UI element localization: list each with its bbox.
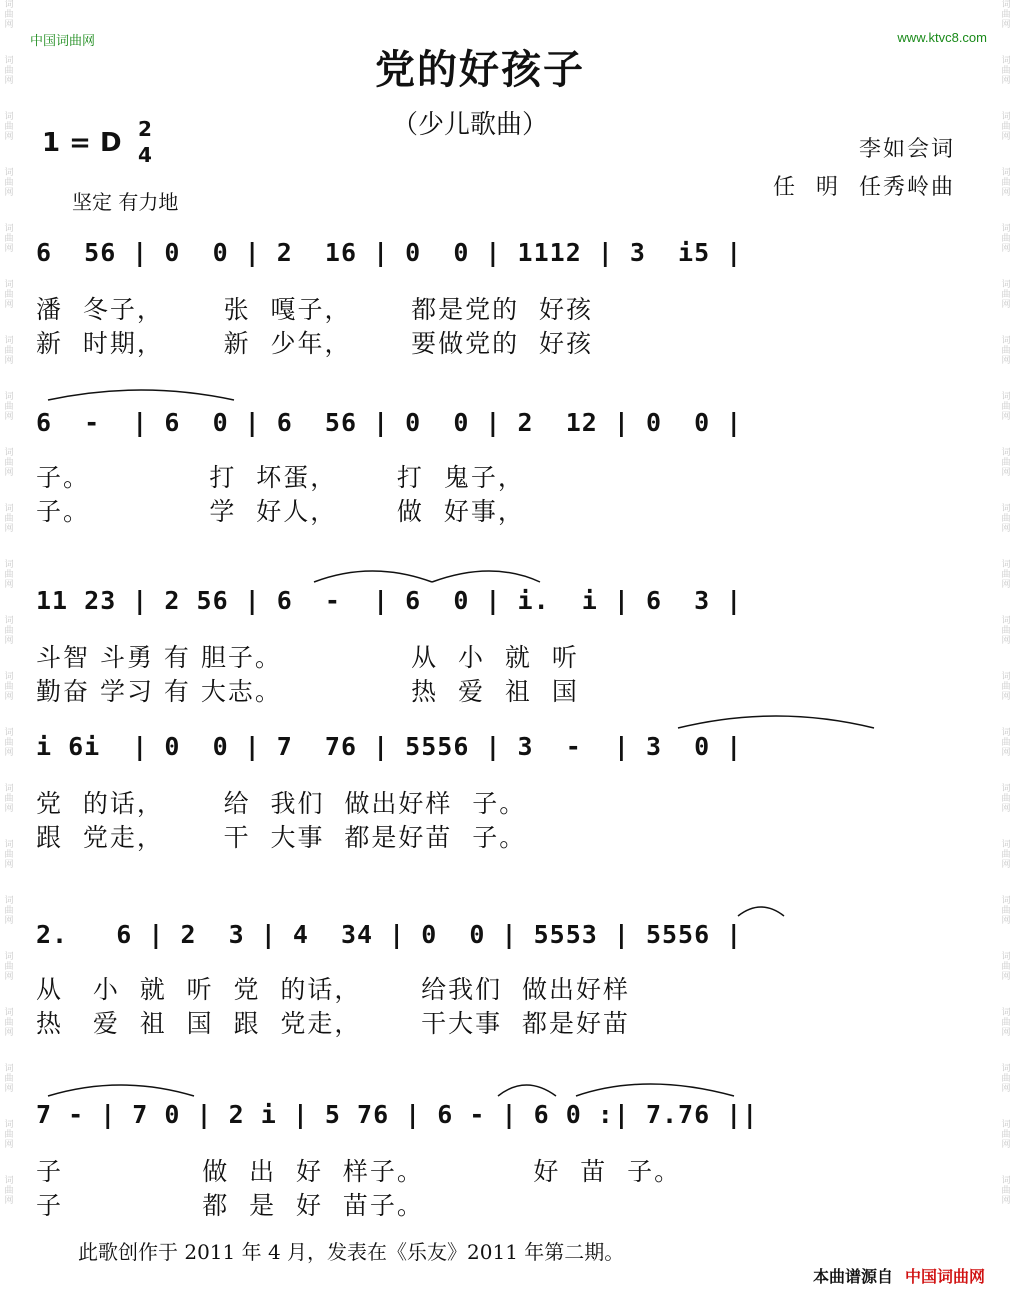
- time-top: 2: [138, 117, 152, 141]
- watermark-mark: 词曲网: [1001, 56, 1011, 86]
- watermark-mark: 词曲网: [4, 896, 14, 926]
- watermark-mark: 词曲网: [4, 112, 14, 142]
- watermark-mark: 词曲网: [1001, 448, 1011, 478]
- tempo-marking: 坚定 有力地: [72, 190, 179, 214]
- footnote: 此歌创作于 2011 年 4 月，发表在《乐友》2011 年第二期。: [78, 1240, 625, 1264]
- watermark-mark: 词曲网: [4, 1120, 14, 1150]
- notes-line: 6 56 | 0 0 | 2 16 | 0 0 | 1112 | 3 i5 |: [36, 238, 743, 267]
- watermark-mark: 词曲网: [1001, 896, 1011, 926]
- watermark-mark: 词曲网: [1001, 1008, 1011, 1038]
- lyrics-verse-1: 潘 冬子， 张 嘎子， 都是党的 好孩: [36, 295, 594, 324]
- watermark-mark: 词曲网: [4, 224, 14, 254]
- lyrics-verse-2: 子 都 是 好 苗子。: [36, 1191, 424, 1220]
- watermark-mark: 词曲网: [4, 280, 14, 310]
- watermark-mark: 词曲网: [4, 448, 14, 478]
- watermark-mark: 词曲网: [4, 336, 14, 366]
- watermark-mark: 词曲网: [1001, 168, 1011, 198]
- source-site: 中国词曲网: [904, 1267, 985, 1286]
- watermark-mark: 词曲网: [1001, 560, 1011, 590]
- watermark-mark: 词曲网: [4, 392, 14, 422]
- composer-credit: 任 明 任秀岭曲: [773, 175, 955, 200]
- watermark-mark: 词曲网: [4, 168, 14, 198]
- key-signature: 1 = D: [42, 128, 122, 158]
- watermark-mark: 词曲网: [4, 56, 14, 86]
- lyrics-verse-1: 子 做 出 好 样子。 好 苗 子。: [36, 1157, 682, 1186]
- song-title: 党的好孩子: [375, 46, 585, 93]
- watermark-mark: 词曲网: [4, 840, 14, 870]
- song-subtitle: （少儿歌曲）: [391, 110, 548, 140]
- notes-line: i 6i | 0 0 | 7 76 | 5556 | 3 - | 3 0 |: [36, 732, 743, 761]
- lyrics-verse-2: 新 时期， 新 少年， 要做党的 好孩: [36, 329, 594, 358]
- lyrics-verse-2: 跟 党走， 干 大事 都是好苗 子。: [36, 823, 527, 852]
- watermark-mark: 词曲网: [1001, 112, 1011, 142]
- notes-line: 7 - | 7 0 | 2 i | 5 76 | 6 - | 6 0 :| 7.76 ||: [36, 1100, 759, 1129]
- watermark-mark: 词曲网: [1001, 224, 1011, 254]
- lyrics-verse-1: 党 的话， 给 我们 做出好样 子。: [36, 789, 527, 818]
- site-url-right: www.ktvc8.com: [897, 30, 987, 45]
- watermark-mark: 词曲网: [1001, 0, 1011, 30]
- notes-line: 6 - | 6 0 | 6 56 | 0 0 | 2 12 | 0 0 |: [36, 408, 743, 437]
- watermark-mark: 词曲网: [1001, 392, 1011, 422]
- watermark-mark: 词曲网: [4, 952, 14, 982]
- watermark-mark: 词曲网: [1001, 728, 1011, 758]
- watermark-mark: 词曲网: [4, 1176, 14, 1206]
- watermark-mark: 词曲网: [4, 672, 14, 702]
- lyrics-verse-2: 热 爱 祖 国 跟 党走， 干大事 都是好苗: [36, 1009, 630, 1038]
- notes-line: 2. 6 | 2 3 | 4 34 | 0 0 | 5553 | 5556 |: [36, 920, 743, 949]
- lyrics-verse-2: 勤奋 学习 有 大志。 热 爱 祖 国: [36, 677, 579, 706]
- time-bottom: 4: [138, 143, 152, 167]
- lyrics-verse-1: 斗智 斗勇 有 胆子。 从 小 就 听: [36, 643, 579, 672]
- lyrics-verse-1: 从 小 就 听 党 的话， 给我们 做出好样: [36, 975, 630, 1004]
- watermark-mark: 词曲网: [4, 560, 14, 590]
- watermark-mark: 词曲网: [4, 0, 14, 30]
- watermark-mark: 词曲网: [4, 1064, 14, 1094]
- watermark-mark: 词曲网: [1001, 952, 1011, 982]
- source-label: 本曲谱源自: [812, 1267, 893, 1286]
- watermark-mark: 词曲网: [4, 784, 14, 814]
- right-watermark-strip: [999, 0, 1013, 1312]
- watermark-mark: 词曲网: [1001, 616, 1011, 646]
- site-logo-left: 中国词曲网: [30, 33, 96, 48]
- watermark-mark: 词曲网: [1001, 672, 1011, 702]
- lyrics-verse-2: 子。 学 好人， 做 好事，: [36, 497, 525, 526]
- watermark-mark: 词曲网: [1001, 1120, 1011, 1150]
- watermark-mark: 词曲网: [1001, 504, 1011, 534]
- watermark-mark: 词曲网: [1001, 1064, 1011, 1094]
- watermark-mark: 词曲网: [1001, 1176, 1011, 1206]
- left-watermark-strip: [2, 0, 16, 1312]
- tie-arc: [46, 386, 236, 402]
- watermark-mark: 词曲网: [1001, 336, 1011, 366]
- lyrics-verse-1: 子。 打 坏蛋， 打 鬼子，: [36, 463, 525, 492]
- lyricist-credit: 李如会词: [858, 137, 955, 162]
- watermark-mark: 词曲网: [4, 504, 14, 534]
- watermark-mark: 词曲网: [1001, 840, 1011, 870]
- watermark-mark: 词曲网: [1001, 280, 1011, 310]
- watermark-mark: 词曲网: [4, 616, 14, 646]
- watermark-mark: 词曲网: [1001, 784, 1011, 814]
- time-signature: [138, 116, 152, 168]
- notes-line: 11 23 | 2 56 | 6 - | 6 0 | i. i | 6 3 |: [36, 586, 743, 615]
- watermark-mark: 词曲网: [4, 1008, 14, 1038]
- watermark-mark: 词曲网: [4, 728, 14, 758]
- source-credit: [813, 1264, 985, 1287]
